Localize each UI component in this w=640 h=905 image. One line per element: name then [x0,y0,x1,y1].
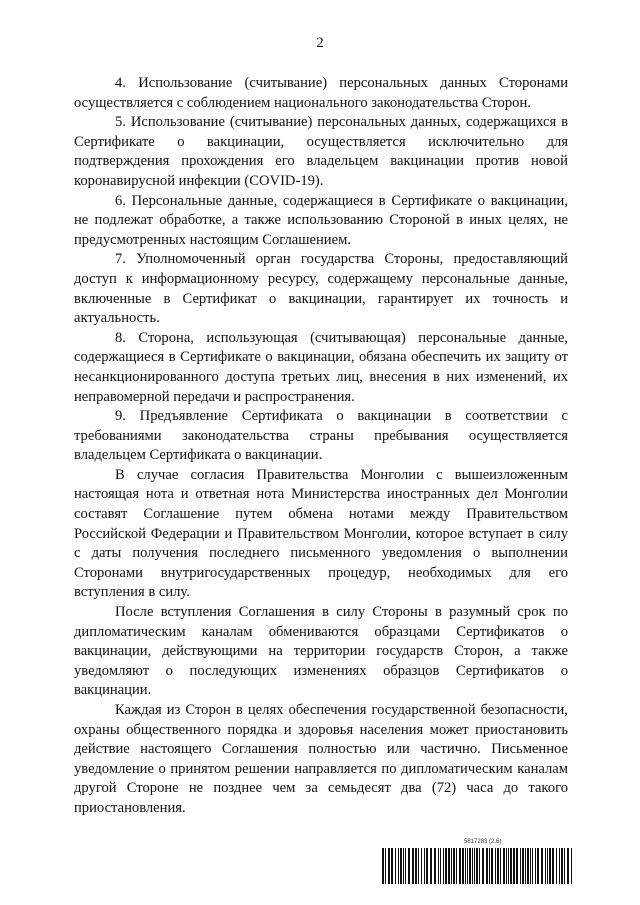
document-body [74,74,568,819]
barcode-caption: 5817283 (2.6) [464,839,502,845]
page-number: 2 [316,35,324,51]
paragraph-agreement-consent: В случае согласия Правительства Монголии с вышеизложенным настоящая нота и ответная нота Министерства иностранных дел Монголии составят Соглашение путем обмена нотами между Правительством Российской Федерации и Правительством Монголии, которое вступает в силу с даты получения последнего письменного уведомления о выполнении Сторонами внутригосударственных процедур, необходимых для его вступления в силу. [74,466,568,601]
document-barcode [382,838,574,886]
paragraph-item-7: 7. Уполномоченный орган государства Стороны, предоставляющий доступ к информационному ресурсу, содержащему персональные данные, включенные в Сертификат о вакцинации, гарантирует их точность и актуальность. [74,251,568,327]
paragraph-certificate-exchange: После вступления Соглашения в силу Стороны в разумный срок по дипломатическим каналам обмениваются образцами Сертификатов о вакцинации, действующими на территории государств Сторон, а также уведомляют о последующих изменениях образцов Сертификатов о вакцинации. [74,604,568,699]
paragraph-item-8: 8. Сторона, использующая (считывающая) персональные данные, содержащиеся в Сертификате о вакцинации, обязана обеспечить их защиту от несанкционированного доступа третьих лиц, внесения в них изменений, их неправомерной передачи и распространения. [74,329,568,405]
paragraph-suspension: Каждая из Сторон в целях обеспечения государственной безопасности, охраны общественного порядка и здоровья населения может приостановить действие настоящего Соглашения полностью или частично. Письменное уведомление о принятом решении направляется по дипломатическим каналам другой Стороне не позднее чем за семьдесят два (72) часа до такого приостановления. [74,702,568,816]
paragraph-item-9: 9. Предъявление Сертификата о вакцинации в соответствии с требованиями законодательства страны пребывания осуществляется владельцем Сертификата о вакцинации. [74,408,568,464]
paragraph-item-6: 6. Персональные данные, содержащиеся в Сертификате о вакцинации, не подлежат обработке, а также использованию Стороной в иных целях, не предусмотренных настоящим Соглашением. [74,192,568,248]
paragraph-item-5: 5. Использование (считывание) персональных данных, содержащихся в Сертификате о вакцинации, осуществляется исключительно для подтверждения прохождения его владельцем вакцинации против новой коронавирусной инфекции (COVID-19). [74,114,568,189]
paragraph-item-4: 4. Использование (считывание) персональных данных Сторонами осуществляется с соблюдением национального законодательства Сторон. [74,75,568,111]
barcode-bars [382,848,574,884]
